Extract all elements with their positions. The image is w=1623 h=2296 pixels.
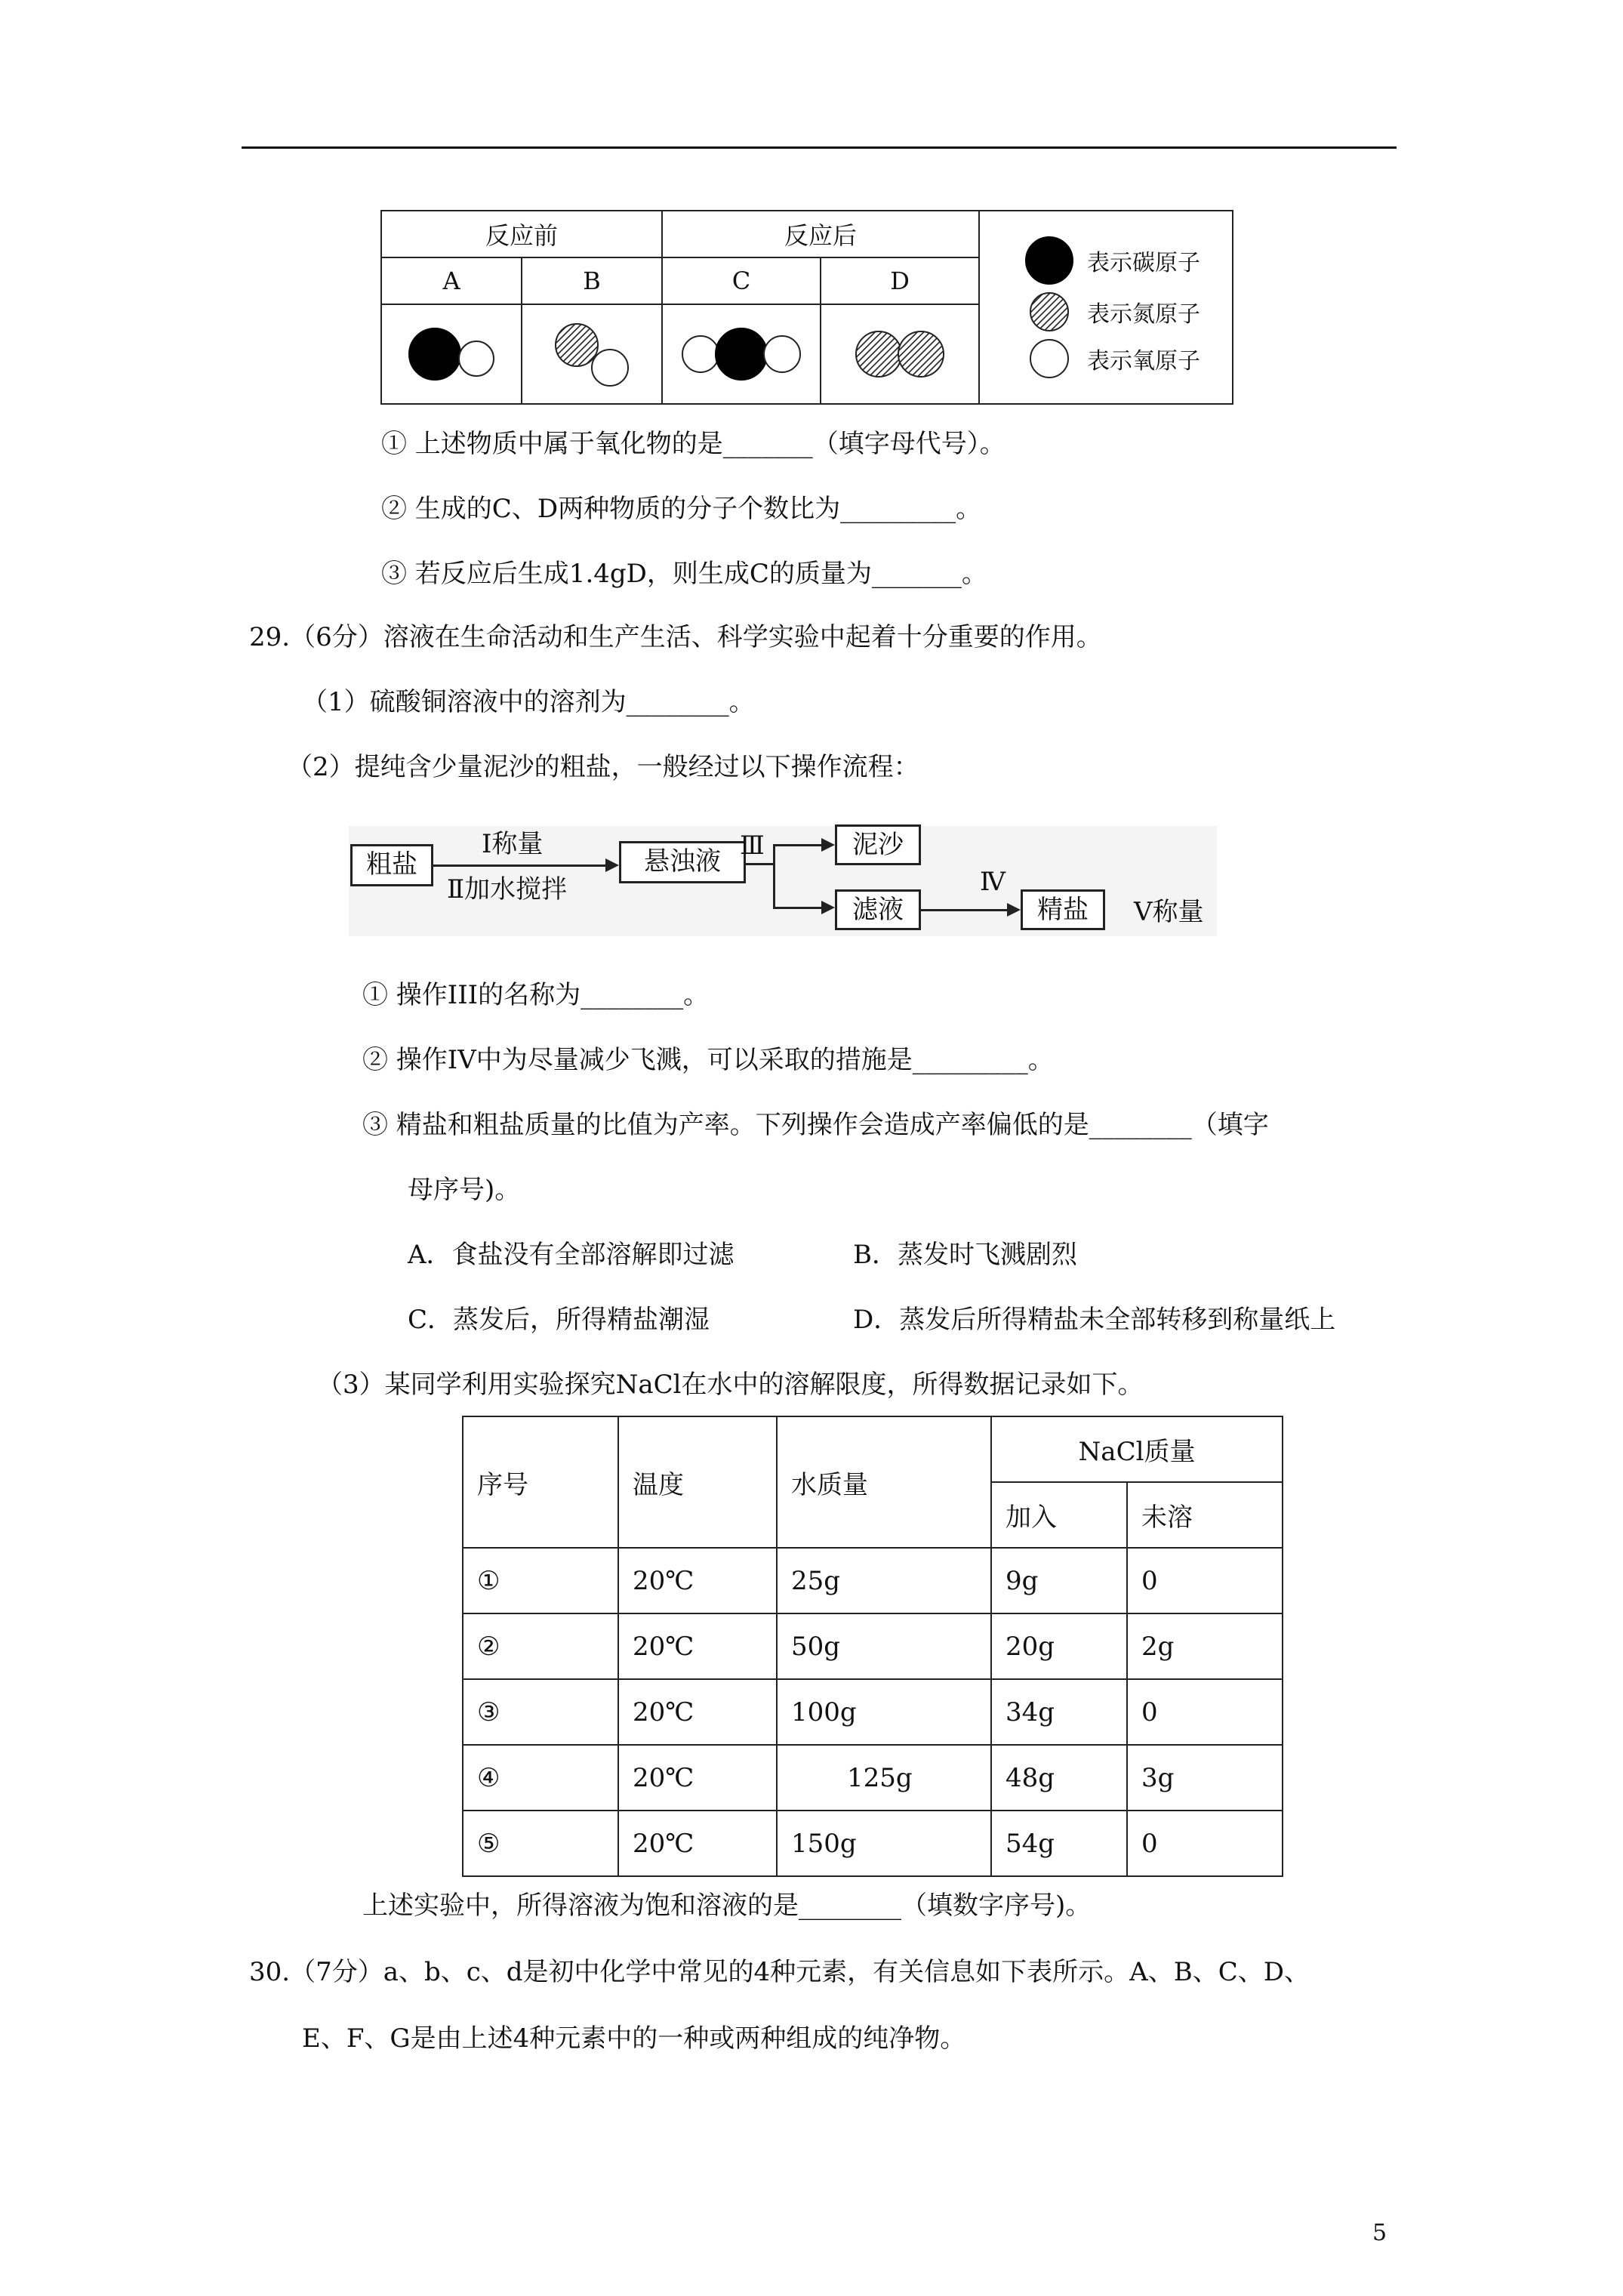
q29-part-2: （2）提纯含少量泥沙的粗盐，一般经过以下操作流程： — [287, 752, 919, 782]
cell-added: 48g — [991, 1745, 1127, 1811]
cell-water: 25g — [777, 1548, 991, 1613]
cell-temp: 20℃ — [618, 1745, 777, 1811]
black-circle-icon — [1025, 236, 1073, 285]
carbon-atom-icon — [715, 328, 768, 381]
q29-part-3: （3）某同学利用实验探究NaCl在水中的溶解限度，所得数据记录如下。 — [317, 1370, 1144, 1400]
cell-no: ⑤ — [463, 1811, 618, 1876]
q29-item-2: ② 操作IV中为尽量减少飞溅，可以采取的措施是_________。 — [362, 1045, 1054, 1075]
col-label-a: A — [381, 257, 522, 304]
flow-arrow-1 — [433, 864, 607, 867]
header-water: 水质量 — [777, 1416, 991, 1548]
flow-branch-down — [773, 907, 823, 909]
cell-water: 125g — [777, 1745, 991, 1811]
oxygen-atom-icon — [763, 335, 801, 373]
cell-undissolved: 0 — [1127, 1548, 1283, 1613]
flow-branch-line — [746, 863, 773, 865]
nacl-solubility-table — [462, 1416, 1283, 1877]
legend-oxygen-label: 表示氧原子 — [1087, 348, 1201, 374]
col-label-c: C — [662, 257, 821, 304]
cell-temp: 20℃ — [618, 1679, 777, 1745]
nitrogen-atom-icon — [898, 331, 944, 378]
arrow-head-icon — [605, 858, 619, 872]
q29-title: 29.（6分）溶液在生命活动和生产生活、科学实验中起着十分重要的作用。 — [249, 622, 1102, 652]
legend-nitrogen-label: 表示氮原子 — [1087, 301, 1201, 328]
molecule-d — [821, 304, 979, 404]
molecule-b — [522, 304, 662, 404]
option-c: C．蒸发后，所得精盐潮湿 — [408, 1305, 710, 1335]
header-undissolved: 未溶 — [1127, 1482, 1283, 1548]
flow-step-weigh: Ⅰ称量 — [482, 829, 544, 859]
cell-added: 34g — [991, 1679, 1127, 1745]
legend-oxygen — [1025, 339, 1232, 378]
option-b: B．蒸发时飞溅剧烈 — [853, 1240, 1077, 1270]
carbon-atom-icon — [408, 328, 461, 381]
flow-arrow-4 — [921, 909, 1009, 911]
hatched-circle-icon — [1030, 292, 1069, 331]
white-circle-icon — [1030, 339, 1069, 378]
header-rule — [242, 146, 1397, 149]
flow-step-4: Ⅳ — [980, 867, 1006, 897]
flow-suspension: 悬浊液 — [619, 841, 746, 883]
cell-water: 150g — [777, 1811, 991, 1876]
option-a: A．食盐没有全部溶解即过滤 — [408, 1240, 735, 1270]
q29-saturated-question: 上述实验中，所得溶液为饱和溶液的是________（填数字序号)。 — [362, 1891, 1092, 1921]
cell-undissolved: 0 — [1127, 1811, 1283, 1876]
molecule-a — [381, 304, 522, 404]
cell-no: ③ — [463, 1679, 618, 1745]
page-number: 5 — [1372, 2220, 1387, 2246]
cell-undissolved: 2g — [1127, 1613, 1283, 1679]
cell-no: ② — [463, 1613, 618, 1679]
header-added: 加入 — [991, 1482, 1127, 1548]
header-no: 序号 — [463, 1416, 618, 1548]
q28-item-1: ① 上述物质中属于氧化物的是_______（填字母代号）。 — [381, 429, 1006, 459]
cell-water: 50g — [777, 1613, 991, 1679]
cell-no: ④ — [463, 1745, 618, 1811]
table-row — [463, 1745, 1283, 1811]
arrow-head-icon — [1007, 903, 1021, 917]
flow-filtrate: 滤液 — [835, 889, 921, 930]
table-row — [463, 1679, 1283, 1745]
cell-added: 54g — [991, 1811, 1127, 1876]
legend-nitrogen — [1025, 292, 1232, 331]
q30-line-1: 30.（7分）a、b、c、d是初中化学中常见的4种元素，有关信息如下表所示。A、B、C、D、 — [249, 1957, 1310, 1987]
before-reaction-header: 反应前 — [381, 211, 662, 257]
cell-water: 100g — [777, 1679, 991, 1745]
after-reaction-header: 反应后 — [662, 211, 979, 257]
atom-legend — [979, 211, 1233, 404]
q28-item-3: ③ 若反应后生成1.4gD，则生成C的质量为_______。 — [381, 559, 987, 589]
header-nacl: NaCl质量 — [991, 1416, 1283, 1482]
cell-temp: 20℃ — [618, 1811, 777, 1876]
col-label-d: D — [821, 257, 979, 304]
particle-diagram-table — [380, 210, 1233, 405]
q29-item-3-cont: 母序号)。 — [408, 1175, 521, 1205]
col-label-b: B — [522, 257, 662, 304]
arrow-head-icon — [821, 838, 835, 852]
cell-undissolved: 0 — [1127, 1679, 1283, 1745]
q29-item-1: ① 操作III的名称为________。 — [362, 980, 710, 1010]
flow-fine-salt: 精盐 — [1021, 889, 1105, 930]
arrow-head-icon — [821, 901, 835, 914]
flow-sand: 泥沙 — [835, 824, 921, 865]
flow-branch-up — [773, 844, 823, 846]
flow-step-stir: Ⅱ加水搅拌 — [447, 874, 568, 905]
flow-step-5: Ⅴ称量 — [1134, 897, 1204, 927]
cell-added: 20g — [991, 1613, 1127, 1679]
cell-temp: 20℃ — [618, 1548, 777, 1613]
oxygen-atom-icon — [682, 335, 719, 373]
legend-carbon-label: 表示碳原子 — [1087, 250, 1201, 276]
legend-carbon — [1025, 236, 1232, 285]
purification-flow-chart — [349, 826, 1217, 936]
oxygen-atom-icon — [591, 349, 629, 387]
option-d: D．蒸发后所得精盐未全部转移到称量纸上 — [853, 1305, 1336, 1335]
q28-item-2: ② 生成的C、D两种物质的分子个数比为_________。 — [381, 494, 982, 524]
q29-part-1: （1）硫酸铜溶液中的溶剂为________。 — [302, 687, 755, 717]
cell-added: 9g — [991, 1548, 1127, 1613]
table-row — [463, 1811, 1283, 1876]
flow-step-3: Ⅲ — [740, 831, 765, 861]
header-temp: 温度 — [618, 1416, 777, 1548]
flow-crude-salt: 粗盐 — [350, 844, 433, 886]
q30-line-2: E、F、G是由上述4种元素中的一种或两种组成的纯净物。 — [302, 2023, 966, 2054]
table-row — [463, 1613, 1283, 1679]
q29-item-3: ③ 精盐和粗盐质量的比值为产率。下列操作会造成产率偏低的是________（填字 — [362, 1110, 1269, 1140]
table-row — [463, 1548, 1283, 1613]
cell-temp: 20℃ — [618, 1613, 777, 1679]
cell-undissolved: 3g — [1127, 1745, 1283, 1811]
nitrogen-atom-icon — [855, 331, 902, 378]
molecule-c — [662, 304, 821, 404]
oxygen-atom-icon — [458, 341, 494, 377]
flow-branch-vertical — [773, 844, 775, 908]
cell-no: ① — [463, 1548, 618, 1613]
